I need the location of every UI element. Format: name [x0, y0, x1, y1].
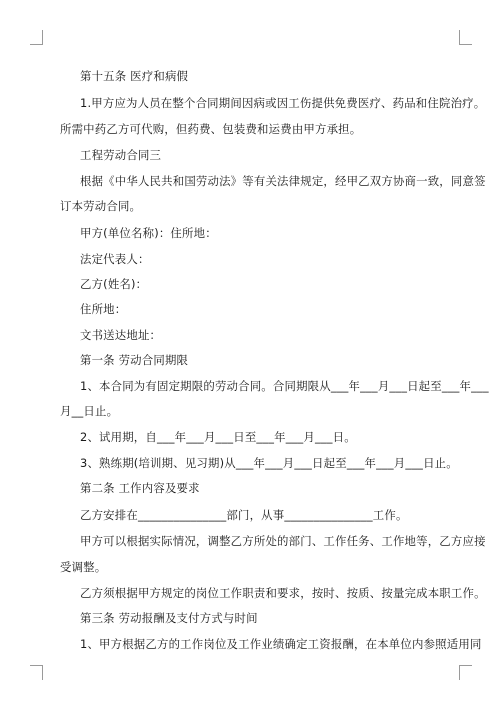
crop-mark-top-left [30, 30, 43, 45]
article-1-heading: 第一条 劳动合同期限 [80, 353, 189, 367]
paragraph-line: 甲方可以根据实际情况，调整乙方所处的部门、工作任务、工作地等，乙方应接 [80, 534, 486, 548]
crop-mark-bottom-left [30, 665, 43, 680]
paragraph-line: 月__日止。 [60, 404, 119, 418]
section-title: 工程劳动合同三 [80, 148, 162, 162]
paragraph-line: 订本劳动合同。 [60, 199, 142, 213]
paragraph-line: 乙方须根据甲方规定的岗位工作职责和要求，按时、按质、按量完成本职工作。 [80, 586, 486, 600]
delivery-address-line: 文书送达地址： [80, 328, 162, 342]
crop-mark-top-right [459, 30, 472, 45]
legal-representative-line: 法定代表人： [80, 252, 150, 266]
party-a-line: 甲方(单位名称)：住所地： [80, 226, 217, 240]
article-3-heading: 第三条 劳动报酬及支付方式与时间 [80, 611, 258, 625]
paragraph-line: 根据《中华人民共和国劳动法》等有关法律规定，经甲乙双方协商一致，同意签 [80, 174, 486, 188]
paragraph-line: 受调整。 [60, 560, 107, 574]
article-2-heading: 第二条 工作内容及要求 [80, 481, 200, 495]
paragraph-line: 所需中药乙方可代购，但药费、包装费和运费由甲方承担。 [60, 122, 362, 136]
crop-mark-bottom-right [459, 665, 472, 680]
paragraph-line: 2、试用期，自___年___月___日至___年___月___日。 [80, 430, 356, 444]
paragraph-line: 1.甲方应为人员在整个合同期间因病或因工伤提供免费医疗、药品和住院治疗。 [80, 96, 486, 110]
paragraph-line: 乙方安排在_______________部门，从事_______________工作。 [80, 508, 408, 522]
article-15-heading: 第十五条 医疗和病假 [80, 69, 189, 83]
paragraph-line: 3、熟练期(培训期、见习期)从___年___月___日起至___年___月___日止。 [80, 456, 458, 470]
address-line: 住所地： [80, 302, 127, 316]
paragraph-line: 1、甲方根据乙方的工作岗位及工作业绩确定工资报酬，在本单位内参照适用同 [80, 637, 482, 651]
paragraph-line: 1、本合同为有固定期限的劳动合同。合同期限从___年___月___日起至___年___ [80, 379, 489, 393]
party-b-line: 乙方(姓名)： [80, 277, 148, 291]
